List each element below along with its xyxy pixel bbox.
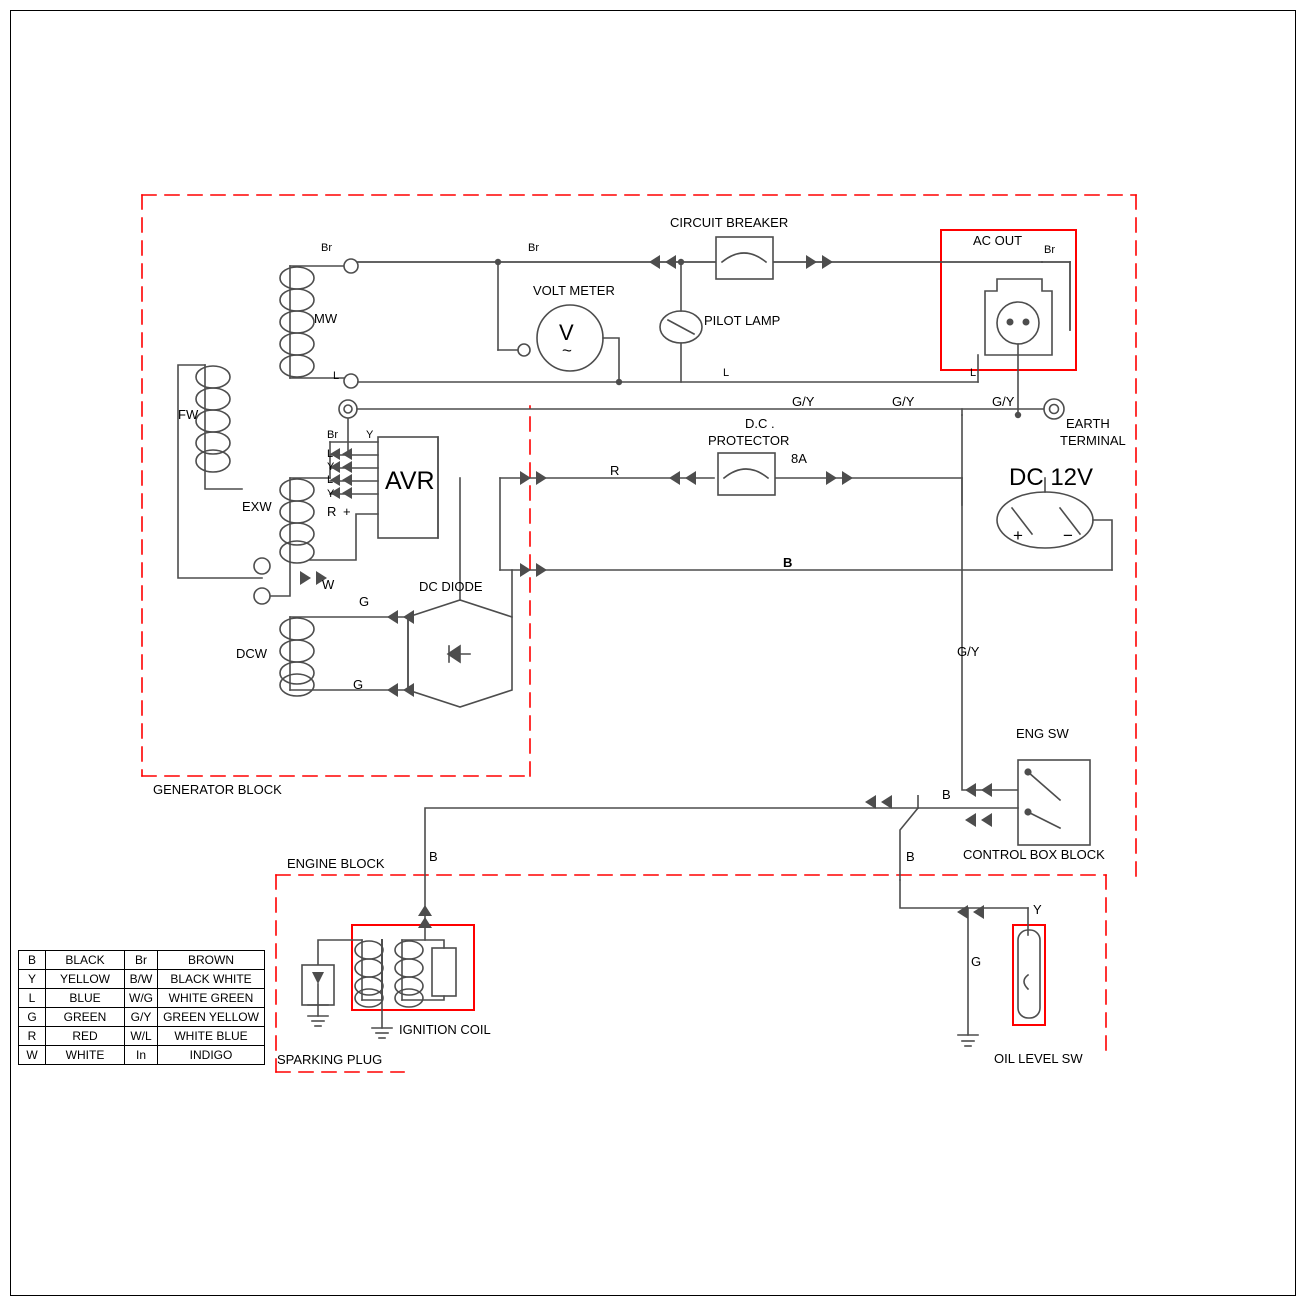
mw-label: MW (314, 311, 338, 326)
circuit-breaker-label: CIRCUIT BREAKER (670, 215, 789, 230)
eng-sw-label: ENG SW (1016, 726, 1069, 741)
flow-arrows (300, 255, 992, 928)
dc-protector-rating: 8A (791, 451, 807, 466)
legend-row (19, 970, 265, 989)
dc-protector (718, 453, 775, 495)
generator-earth-ring (339, 400, 357, 418)
legend-name: BLUE (46, 989, 125, 1008)
legend-name2: GREEN YELLOW (158, 1008, 265, 1027)
wire-label-b-ctrl: B (906, 849, 915, 864)
legend-code2: In (125, 1046, 158, 1065)
wire-label-l-avr-2: L (327, 474, 334, 486)
legend-code: W (19, 1046, 46, 1065)
legend-name: WHITE (46, 1046, 125, 1065)
ac-out-label: AC OUT (973, 233, 1023, 248)
legend-code2: B/W (125, 970, 158, 989)
legend-code: Y (19, 970, 46, 989)
pilot-lamp-wiring (660, 259, 702, 382)
dcw-coil (280, 617, 408, 696)
exw-coil (254, 478, 330, 604)
legend-row (19, 1027, 265, 1046)
legend-row (19, 951, 265, 970)
pilot-lamp-label: PILOT LAMP (704, 313, 781, 328)
earth-terminal-label-2: TERMINAL (1060, 433, 1126, 448)
b-line-engine (425, 795, 1028, 920)
wire-label-l-avr-1: L (327, 448, 334, 460)
volt-meter-label: VOLT METER (533, 283, 615, 298)
legend-code2: G/Y (125, 1008, 158, 1027)
wire-label-gy-2: G/Y (892, 394, 915, 409)
wire-label-g-diode-top: G (359, 594, 370, 609)
legend-code2: Br (125, 951, 158, 970)
dc-12v-socket (962, 478, 1112, 570)
dc-protector-label-1: D.C . (745, 416, 775, 431)
wire-label-b-engine: B (429, 849, 438, 864)
dc-12v-label: DC 12V (1009, 464, 1094, 491)
circuit-breaker (716, 237, 773, 279)
dc-12v-minus: − (1063, 526, 1073, 545)
legend-name: YELLOW (46, 970, 125, 989)
ignition-coil (318, 920, 456, 1038)
dc-protector-label-2: PROTECTOR (708, 433, 790, 448)
wire-color-legend (18, 950, 265, 1065)
legend-name: GREEN (46, 1008, 125, 1027)
ac-outlet (978, 279, 1052, 415)
wire-label-gy-4: G/Y (957, 644, 980, 659)
dcw-label: DCW (236, 646, 268, 661)
wire-label-w-exw: W (322, 577, 335, 592)
wire-label-g-diode-bottom: G (353, 677, 364, 692)
wire-label-l-ac-out: L (970, 367, 977, 379)
avr-r-label: R (327, 504, 337, 519)
avr-plus-label: + (343, 504, 351, 519)
oil-level-sw-label: OIL LEVEL SW (994, 1051, 1083, 1066)
wire-label-g-oil: G (971, 954, 982, 969)
dc-diode-label: DC DIODE (419, 579, 483, 594)
wire-label-br-ac-out: Br (1044, 244, 1055, 256)
legend-name2: WHITE GREEN (158, 989, 265, 1008)
legend-name2: INDIGO (158, 1046, 265, 1065)
engine-block-outline (276, 875, 1106, 1072)
legend-code: R (19, 1027, 46, 1046)
wire-label-br-avr: Br (327, 429, 338, 441)
control-box-block-label: CONTROL BOX BLOCK (963, 847, 1105, 862)
wire-label-r-dc: R (610, 463, 620, 478)
legend-row (19, 1046, 265, 1065)
sparking-plug (302, 965, 334, 1026)
dc-12v-plus: + (1013, 526, 1023, 545)
wire-label-b-dc: B (783, 555, 793, 570)
legend-name: RED (46, 1027, 125, 1046)
wire-label-y-avr-1: Y (366, 429, 374, 441)
legend-code: G (19, 1008, 46, 1027)
wire-label-y-avr-2: Y (327, 461, 335, 473)
gy-earth-line (357, 399, 1064, 419)
engine-block-label: ENGINE BLOCK (287, 856, 385, 871)
wire-label-l-coil: L (333, 370, 340, 382)
fw-coil (178, 365, 262, 578)
fw-label: FW (178, 407, 199, 422)
legend-name2: BLACK WHITE (158, 970, 265, 989)
wire-label-gy-1: G/Y (792, 394, 815, 409)
legend-name2: BROWN (158, 951, 265, 970)
wire-label-b-eng-sw: B (942, 787, 951, 802)
wire-label-gy-3: G/Y (992, 394, 1015, 409)
volt-meter-ac-symbol: ~ (562, 341, 572, 360)
volt-meter-symbol: V (559, 320, 574, 345)
legend-name: BLACK (46, 951, 125, 970)
avr-label: AVR (385, 467, 435, 495)
legend-code: L (19, 989, 46, 1008)
legend-row (19, 1008, 265, 1027)
exw-label: EXW (242, 499, 272, 514)
wire-label-br-coil: Br (321, 242, 332, 254)
generator-block-label: GENERATOR BLOCK (153, 782, 282, 797)
legend-code2: W/L (125, 1027, 158, 1046)
wire-label-br-top: Br (528, 242, 539, 254)
earth-terminal-label-1: EARTH (1066, 416, 1110, 431)
sparking-plug-label: SPARKING PLUG (277, 1052, 383, 1067)
wire-label-l-mid: L (723, 367, 730, 379)
legend-code2: W/G (125, 989, 158, 1008)
wire-label-y-oil: Y (1033, 902, 1042, 917)
legend-code: B (19, 951, 46, 970)
eng-sw (1018, 760, 1090, 845)
ignition-coil-label: IGNITION COIL (399, 1022, 491, 1037)
wire-label-y-avr-3: Y (327, 488, 335, 500)
legend-name2: WHITE BLUE (158, 1027, 265, 1046)
legend-row (19, 989, 265, 1008)
